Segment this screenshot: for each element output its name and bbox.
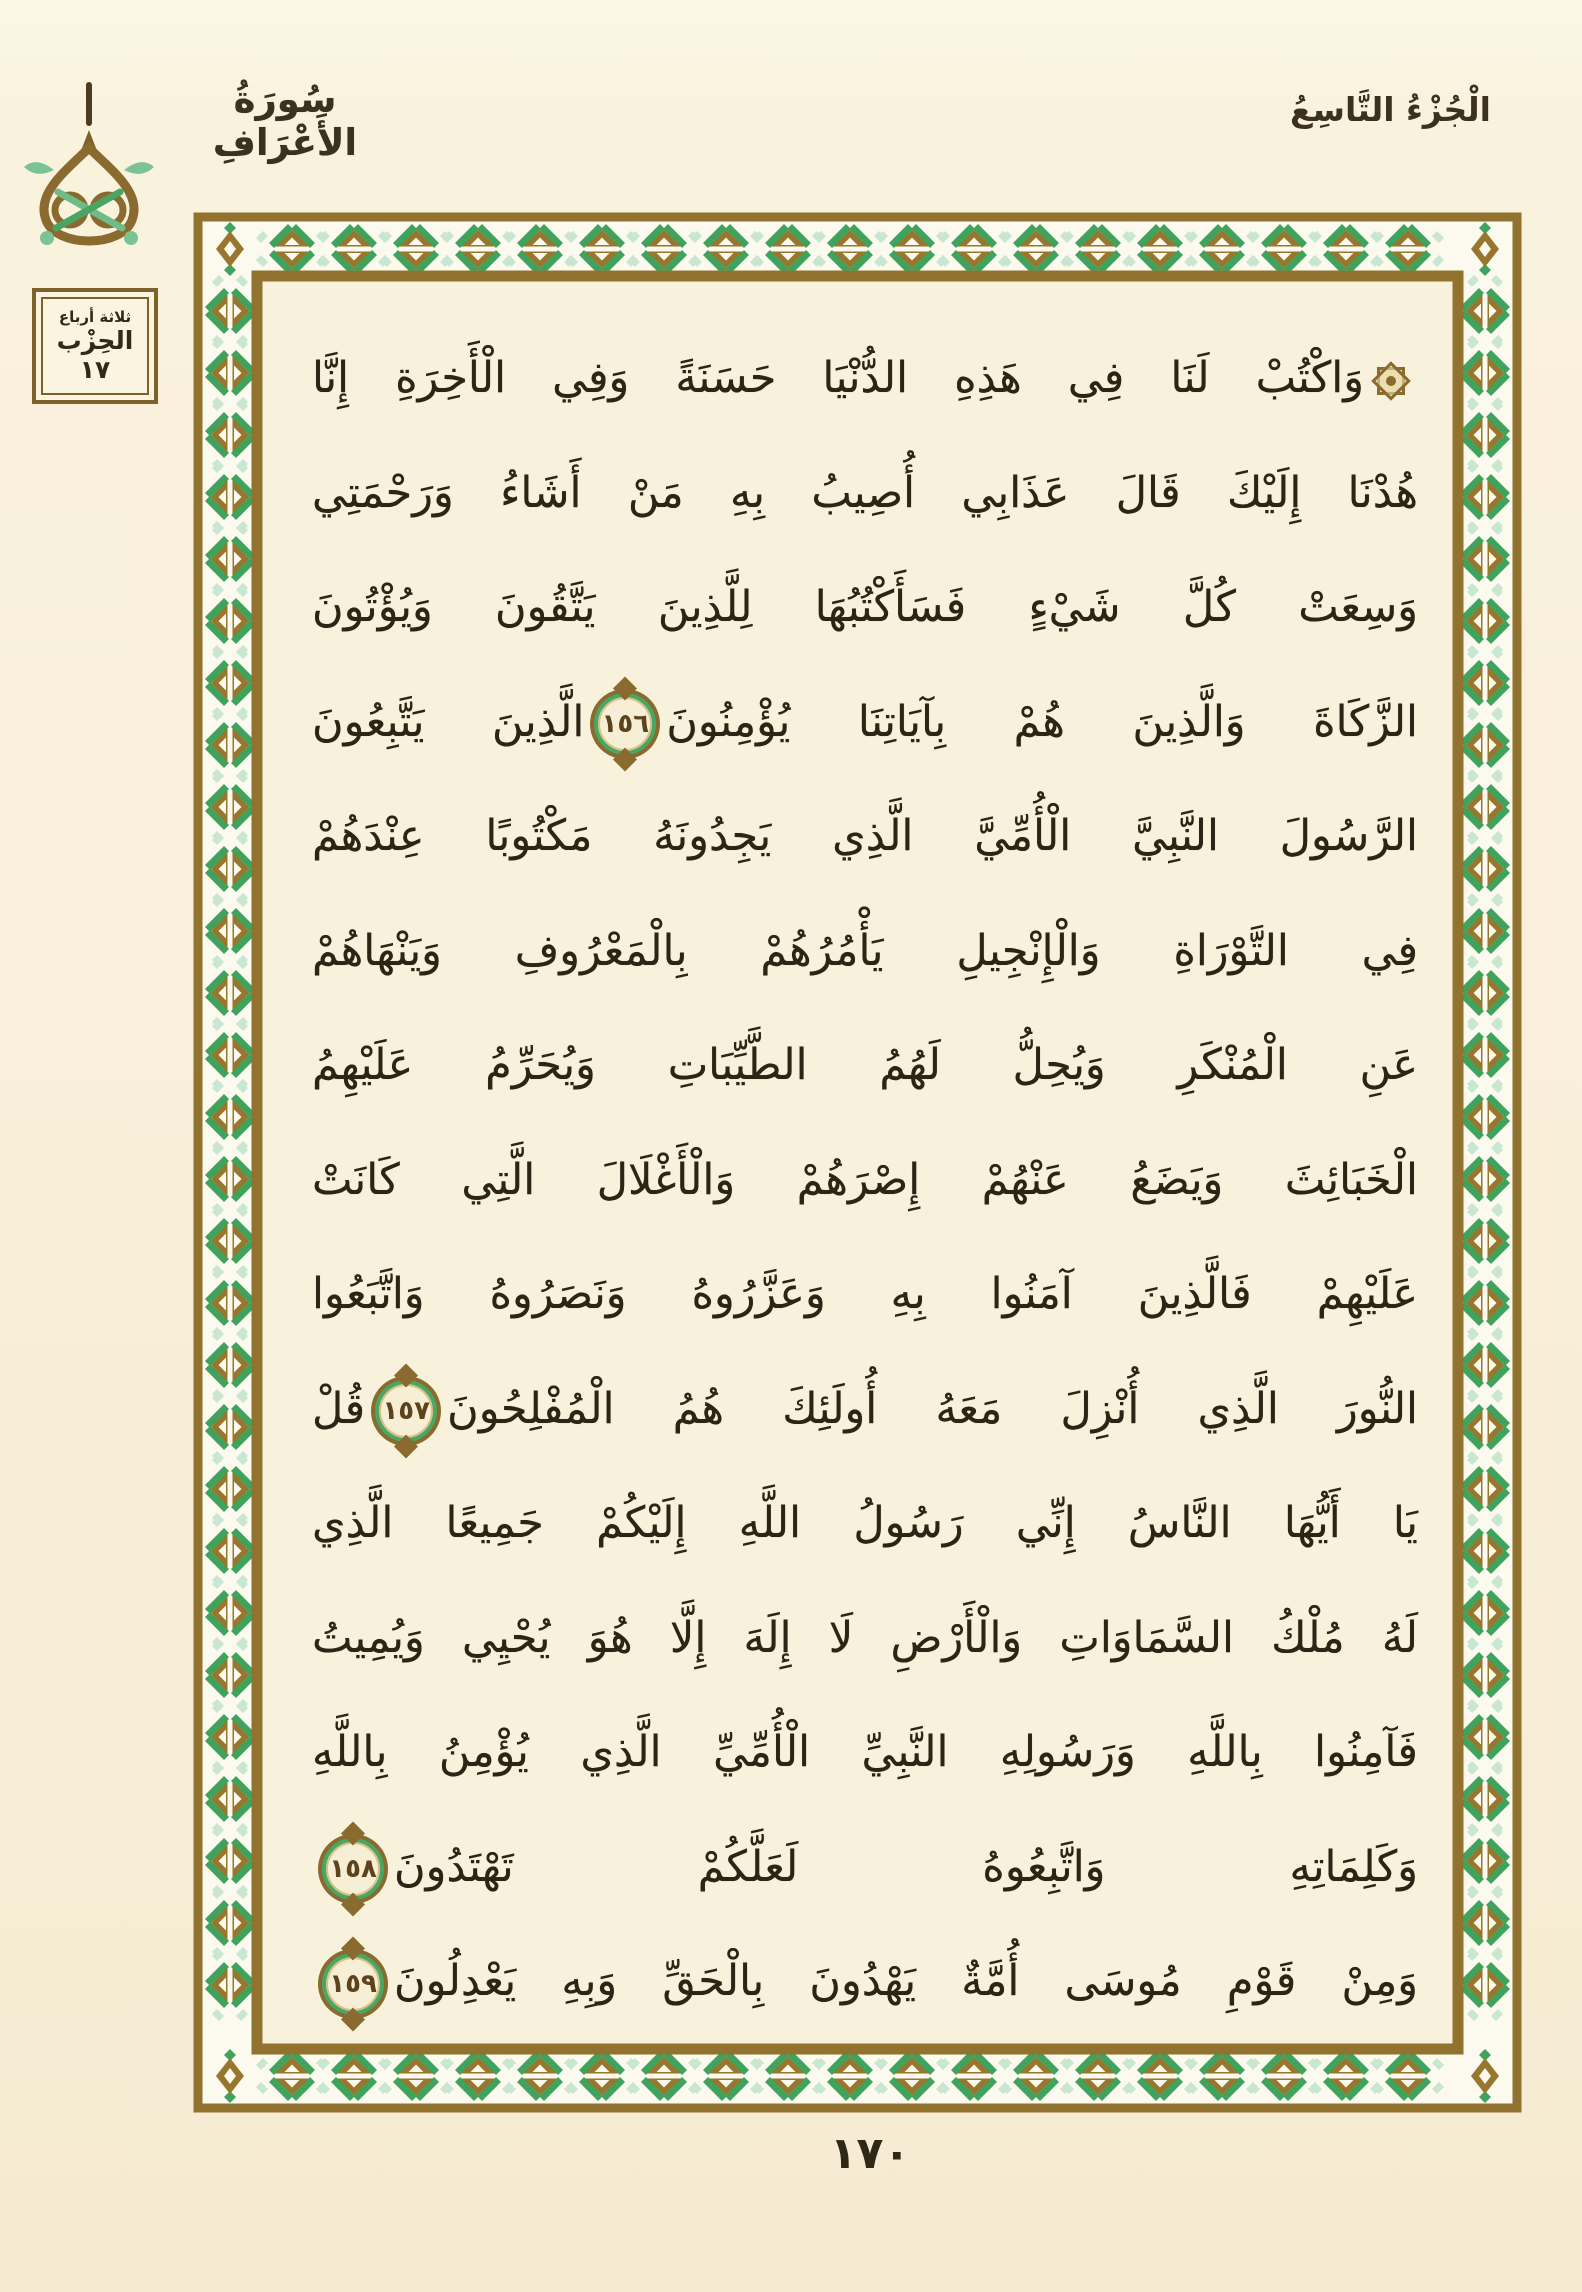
quran-line [312, 1925, 1418, 2040]
ayah-number-marker: ١٥٩ [322, 1953, 384, 2015]
quran-line [312, 437, 1418, 552]
hizb-number: ١٧ [79, 354, 111, 384]
ayah-number-marker: ١٥٨ [322, 1838, 384, 1900]
verse-text: وَمِنْ قَوْمِ مُوسَى أُمَّةٌ يَهْدُونَ بِالْحَقِّ وَبِهِ يَعْدِلُونَ [394, 1956, 1418, 2006]
verse-text: الْخَبَائِثَ وَيَضَعُ عَنْهُمْ إِصْرَهُمْ وَالْأَغْلَالَ الَّتِي كَانَتْ [312, 1154, 1418, 1205]
verse-text: النُّورَ الَّذِي أُنْزِلَ مَعَهُ أُولَئِكَ هُمُ الْمُفْلِحُونَ [447, 1383, 1418, 1434]
hizb-fraction-label: ثلاثة أرباع [58, 308, 132, 327]
verse-text: الزَّكَاةَ وَالَّذِينَ هُمْ بِآيَاتِنَا يُؤْمِنُونَ [666, 696, 1418, 747]
verse-text: وَكَلِمَاتِهِ وَاتَّبِعُوهُ لَعَلَّكُمْ تَهْتَدُونَ [394, 1841, 1418, 1892]
hizb-label: الحِزْب [56, 326, 134, 356]
verse-text: فِي التَّوْرَاةِ وَالْإِنْجِيلِ يَأْمُرُهُمْ بِالْمَعْرُوفِ وَيَنْهَاهُمْ [312, 925, 1418, 976]
page-number: ١٧٠ [829, 2128, 911, 2179]
verse-text: قُلْ [312, 1383, 366, 1434]
quran-line [312, 1811, 1418, 1926]
quran-text-block [312, 322, 1418, 2042]
ayah-number-marker: ١٥٧ [375, 1380, 437, 1442]
verse-text: لَهُ مُلْكُ السَّمَاوَاتِ وَالْأَرْضِ لَا إِلَهَ إِلَّا هُوَ يُحْيِي وَيُمِيتُ [312, 1612, 1418, 1663]
juz-title: الْجُزْءُ التَّاسِعُ [1290, 90, 1491, 129]
margin-knot-ornament-icon [14, 80, 166, 286]
hizb-marker-box [32, 288, 158, 404]
ayah-number-marker: ١٥٦ [594, 693, 656, 755]
verse-text: عَنِ الْمُنْكَرِ وَيُحِلُّ لَهُمُ الطَّيِّبَاتِ وَيُحَرِّمُ عَلَيْهِمُ [312, 1040, 1418, 1090]
quran-line [312, 895, 1418, 1010]
quran-line [312, 1582, 1418, 1697]
hizb-marker-inner [41, 297, 149, 395]
quran-line [312, 1696, 1418, 1811]
quran-line [312, 551, 1418, 666]
rub-el-hizb-icon [1370, 360, 1412, 402]
verse-text: الَّذِينَ يَتَّبِعُونَ [312, 696, 585, 747]
verse-text: يَا أَيُّهَا النَّاسُ إِنِّي رَسُولُ اللَّهِ إِلَيْكُمْ جَمِيعًا الَّذِي [312, 1498, 1418, 1548]
quran-line [312, 1467, 1418, 1582]
quran-line [312, 780, 1418, 895]
verse-text: هُدْنَا إِلَيْكَ قَالَ عَذَابِي أُصِيبُ بِهِ مَنْ أَشَاءُ وَرَحْمَتِي [312, 467, 1418, 518]
surah-title: سُورَةُ الأَعْرَافِ [212, 78, 358, 164]
quran-line [312, 666, 1418, 781]
verse-text: عَلَيْهِمْ فَالَّذِينَ آمَنُوا بِهِ وَعَزَّرُوهُ وَنَصَرُوهُ وَاتَّبَعُوا [312, 1269, 1418, 1319]
verse-text: وَسِعَتْ كُلَّ شَيْءٍ فَسَأَكْتُبُهَا لِلَّذِينَ يَتَّقُونَ وَيُؤْتُونَ [312, 582, 1418, 632]
quran-line [312, 1124, 1418, 1239]
verse-text: الرَّسُولَ النَّبِيَّ الْأُمِّيَّ الَّذِي يَجِدُونَهُ مَكْتُوبًا عِنْدَهُمْ [312, 811, 1418, 861]
verse-text: وَاكْتُبْ لَنَا فِي هَذِهِ الدُّنْيَا حَسَنَةً وَفِي الْأَخِرَةِ إِنَّا [312, 353, 1364, 403]
verse-text: فَآمِنُوا بِاللَّهِ وَرَسُولِهِ النَّبِيِّ الْأُمِّيِّ الَّذِي يُؤْمِنُ بِاللَّهِ [312, 1727, 1418, 1777]
quran-line [312, 322, 1418, 437]
quran-line [312, 1009, 1418, 1124]
quran-line [312, 1353, 1418, 1468]
quran-line [312, 1238, 1418, 1353]
